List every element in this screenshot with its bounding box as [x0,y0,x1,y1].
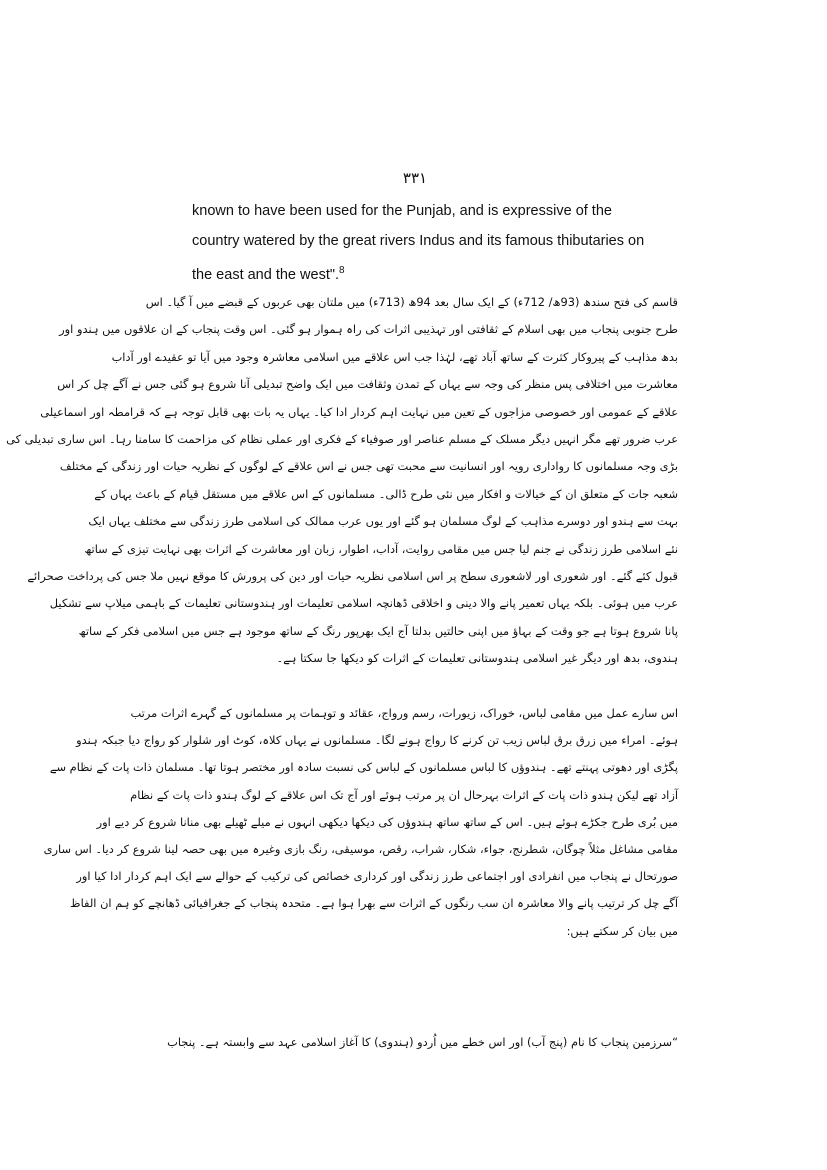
paragraph-line: مقامی مشاغل مثلاً چوگان، شطرنج، جواء، شکار، شراب، رقص، موسیقی، رنگ بازی وغیرہ میں بھی حصہ لینا شروع کر دیا۔ اس ساری [43,841,678,856]
paragraph-line: پانا شروع ہوتا ہے جو وقت کے بہاؤ میں اپنی حالتیں بدلتا آج ایک بھرپور رنگ کے ساتھ موجود ہے جس میں اسلامی فکر کے ساتھ [78,623,678,638]
paragraph-line: عرب ضرور تھے مگر انہیں دیگر مسلک کے مسلم عناصر اور صوفیاء کے فکری اور عملی نظام کی مزاحمت کا سامنا رہا۔ اس ساری تبدیلی کی [6,431,678,446]
english-quote-line-text: the east and the west". [192,266,340,283]
paragraph-line: طرح جنوبی پنجاب میں بھی اسلام کے ثقافتی اور تہذیبی اثرات کی راہ ہموار ہو گئی۔ اس وقت پنجاب کے ان علاقوں میں ہندو اور [59,322,678,337]
paragraph-line: قبول کئے گئے۔ اور شعوری اور لاشعوری سطح پر اس اسلامی نظریہ حیات اور دین کی پرورش کا موقع نہیں ملا جس کی پرداخت صحرائے [27,568,678,583]
paragraph-line: نئے اسلامی طرز زندگی نے جنم لیا جس میں مقامی روایت، آداب، اطوار، زبان اور معاشرت کے اثرات بھی نہایت تیزی کے ساتھ [84,541,678,556]
paragraph-line: معاشرت میں اختلافی پس منظر کی وجہ سے یہاں کے تمدن وثقافت میں ایک واضح تبدیلی آنا شروع ہو گئی جس نے آگے چل کر اس [57,377,678,392]
urdu-paragraph-1 [6,289,678,672]
paragraph-line: میں بُری طرح جکڑے ہوئے ہیں۔ اس کے ساتھ ساتھ ہندوؤں کی دیکھا دیکھی انہوں نے میلے ٹھیلے بھی منانا شروع کر دیے اور [96,814,678,829]
footnote-marker: 8 [339,265,345,276]
english-quote-line: country watered by the great rivers Indus and its famous thibutaries on [192,233,645,249]
paragraph-line: پگڑی اور دھوتی پہنتے تھے۔ ہندوؤں کا لباس مسلمانوں کے لباس کی نسبت سادہ اور مختصر ہوتا تھا۔ مسلمان ذات پات کے نظام سے [49,760,678,775]
paragraph-line: ہندوی، بدھ اور دیگر غیر اسلامی ہندوستانی تعلیمات کے اثرات کو دیکھا جا سکتا ہے۔ [276,651,678,666]
paragraph-line: عرب میں ہوئی۔ بلکہ یہاں تعمیر پانے والا دینی و اخلاقی ڈھانچہ اسلامی تعلیمات اور ہندوستانی تعلیمات کے باہمی میلاپ سے تشکیل [49,596,678,611]
paragraph-line: ہوئے۔ امراء میں زرق برق لباس زیب تن کرنے کا رواج ہونے لگا۔ مسلمانوں نے یہاں کلاہ، کوٹ اور شلوار کو رواج دیا جبکہ ہندو [76,733,678,748]
paragraph-line: صورتحال نے پنجاب میں انفرادی اور اجتماعی طرز زندگی اور کرداری خصائص کی ترکیب کے حوالے سے ایک اہم کردار ادا کیا اور [76,869,678,884]
paragraph-line: قاسم کی فتح سندھ (93ھ/ 712ء) کے ایک سال بعد 94ھ (713ء) میں ملتان بھی عربوں کے قبضے میں آ گیا۔ اس [145,295,678,309]
page-number: ۳۳۱ [402,169,428,187]
urdu-paragraph-2 [43,700,678,945]
paragraph-line: آگے چل کر ترتیب پانے والا معاشرہ ان سب رنگوں کے اثرات سے بھرا ہوا ہے۔ متحدہ پنجاب کے جغرافیائی ڈھانچے کو ہم ان الفاظ [70,896,678,911]
english-quote [192,196,652,290]
paragraph-line: بہت سے ہندو اور دوسرے مذاہب کے لوگ مسلمان ہو گئے اور یوں عرب ممالک کی اسلامی طرز زندگی سے مختلف یہاں ایک [88,514,678,529]
paragraph-line: بڑی وجہ مسلمانوں کا رواداری رویہ اور انسانیت سے محبت تھی جس نے اس علاقے کے لوگوں کے نظریہ حیات اور زندگی کے مختلف [59,459,678,474]
paragraph-line: میں بیان کر سکتے ہیں: [566,923,678,938]
urdu-block-quote: “سرزمین پنجاب کا نام (پنج آب) اور اس خطے میں اُردو (ہندوی) کا آغاز اسلامی عہد سے وابستہ ہے۔ پنجاب [167,1035,678,1049]
paragraph-line: بدھ مذاہب کے پیروکار کثرت کے ساتھ آباد تھے، لہٰذا جب اس علاقے میں اسلامی معاشرہ وجود میں آیا تو عقیدے اور آداب [111,349,678,364]
paragraph-line: آزاد تھے لیکن ہندو ذات پات کے اثرات بہرحال ان پر مرتب ہوئے اور آج تک اس علاقے کے لوگ ہندو ذات پات کے نظام [130,787,678,802]
paragraph-line: شعبہ جات کے متعلق ان کے خیالات و افکار میں نئی طرح ڈالی۔ مسلمانوں کے اس علاقے میں مستقل قیام کے باعث یہاں کے [94,486,678,501]
english-quote-line [192,256,652,290]
paragraph-line: علاقے کے عمومی اور خصوصی مزاجوں کے تعین میں نہایت اہم کردار ادا کیا۔ یہاں یہ بات بھی قابل توجہ ہے کہ قرامطہ اور اسماعیلی [40,404,678,419]
paragraph-line: اس سارے عمل میں مقامی لباس، خوراک، زیورات، رسم ورواج، عقائد و توہمات پر مسلمانوں کے گہرے اثرات مرتب [130,706,678,720]
english-quote-line: known to have been used for the Punjab, and is expressive of the [192,203,612,219]
